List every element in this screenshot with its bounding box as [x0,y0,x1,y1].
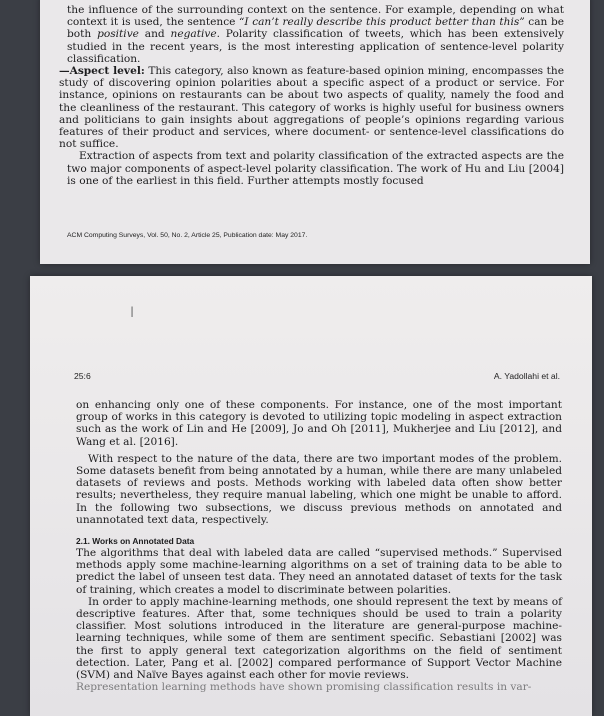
paragraph-text: . Polarity classification of tweets, which has been extensively studied in the recent years, is the most interesting application of sentence-level polarity classification. [67,28,565,65]
paragraph-context [67,4,564,65]
section-heading: 2.1. Works on Annotated Data [76,536,195,547]
paragraph-text: can be both [67,16,565,41]
paragraph-supervised: The algorithms that deal with labeled data are called “supervised methods.” Supervised methods apply some machine-learning algorithms on a set of training data to be able to predict the label of unseen test data. They need an annotated dataset of texts for the task of training, which creates a model to discriminate between polarities. [76,547,562,596]
paragraph-data-modes: With respect to the nature of the data, there are two important modes of the problem. Some datasets benefit from being annotated by a human, while there are many unlabeled datasets of reviews and posts. Methods working with labeled data often show better results; nevertheless, they require manual labeling, which one might be unable to afford. In the following two subsections, we discuss previous methods on annotated and unannotated text data, respectively. [76,452,562,526]
paragraph-text: This category, also known as feature-based opinion mining, encompasses the study of discovering opinion polarities about a specific aspect of a product or service. For instance, opinions on restaurants can be about two aspects of quality, namely the food and the cleanliness of the restaurant. This category of works is highly useful for business owners and politicians to gain insights about aggregations of people’s opinions regarding various features of their product and services, where document- or sentence-level classifications do not suffice. [59,65,565,151]
paragraph-text: and [138,28,171,41]
paragraph-ml-methods: In order to apply machine-learning methods, one should represent the text by means of descriptive features. After that, some techniques should be used to train a polarity classifier. Most solutions introduced in the literature are general-purpose machine-learning techniques, while some of them are sentiment specific. Sebastiani [2002] was the first to apply general text categorization algorithms on the field of sentiment detection. Later, Pang et al. [2002] compared performance of Support Vector Machine (SVM) and Naïve Bayes against each other for movie reviews. [76,595,562,682]
top-page-body [59,4,565,187]
paragraph-continuation: on enhancing only one of these components. For instance, one of the most important group of works in this category is devoted to utilizing topic modeling in aspect extraction such as the work of Lin and He [2009], Jo and Oh [2011], Mukherjee and Liu [2012], and Wang et al. [2016]. [76,399,562,448]
page-number: 25:6 [74,371,91,381]
journal-footer: ACM Computing Surveys, Vol. 50, No. 2, Article 25, Publication date: May 2017. [67,232,308,239]
paragraph-extraction: Extraction of aspects from text and polarity classification of the extracted aspects are the two major components of aspect-level polarity classification. The work of Hu and Liu [2004] is one of the earliest in this field. Further attempts mostly focused [67,150,564,187]
bullet-heading: —Aspect level: [59,65,145,78]
positive-term: positive [97,28,139,41]
negative-term: negative [170,28,217,41]
bottom-page-body [76,399,562,693]
bottom-document-page [30,276,592,716]
paragraph-aspect-level [59,65,564,150]
paragraph-text: the influence of the surrounding context on the sentence. For example, depending on what context it is used, the sentence [67,4,564,29]
paragraph-partial: Representation learning methods have shown promising classification results in var- [76,681,532,694]
example-quote: “I can’t really describe this product better than this” [239,16,525,29]
top-document-page [40,0,590,264]
running-authors: A. Yadollahi et al. [493,371,560,381]
text-cursor-icon: I [130,305,135,321]
